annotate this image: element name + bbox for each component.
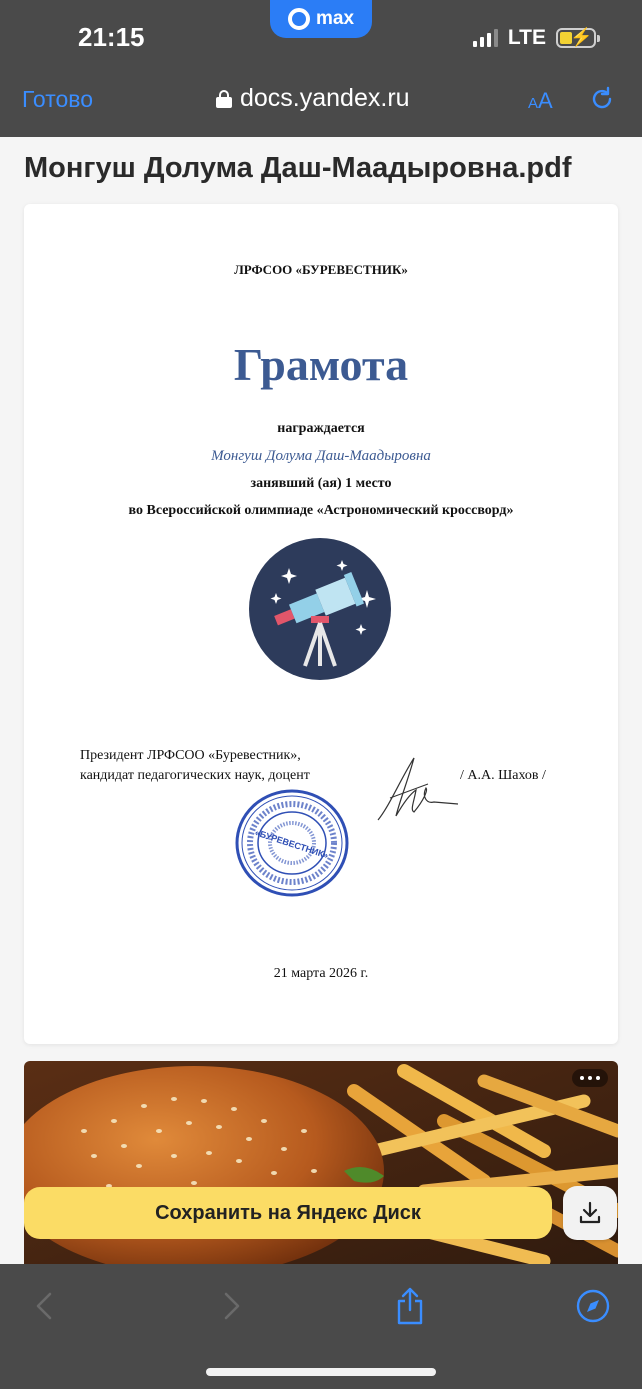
telescope-icon	[249, 538, 391, 680]
recipient-name: Монгуш Долума Даш-Маадыровна	[211, 448, 431, 464]
document-page[interactable]	[24, 204, 618, 1044]
signer-name: / А.А. Шахов /	[460, 768, 546, 783]
download-icon	[577, 1200, 603, 1226]
status-time: 21:15	[78, 22, 145, 52]
certificate-heading: Грамота	[233, 339, 409, 390]
browser-toolbar	[0, 1264, 642, 1389]
ad-more-options-icon[interactable]	[572, 1069, 608, 1087]
download-button[interactable]	[563, 1186, 617, 1240]
max-app-label: max	[315, 8, 355, 29]
home-indicator	[206, 1368, 436, 1376]
max-app-pill[interactable]	[270, 0, 372, 38]
signal-icon	[473, 29, 498, 47]
burger-fries-image	[24, 1061, 618, 1281]
status-indicators	[473, 26, 596, 50]
signatory-title: Президент ЛРФСОО «Буревестник», кандидат педагогических наук, доцент	[80, 748, 310, 783]
network-label: LTE	[507, 26, 546, 49]
browser-header	[0, 0, 642, 137]
share-icon[interactable]	[394, 1286, 426, 1326]
stamp-seal-icon	[234, 788, 350, 898]
signature-icon	[370, 750, 460, 830]
text-size-button[interactable]: AA	[528, 88, 553, 113]
svg-text:«БУРЕВЕСТНИК»: «БУРЕВЕСТНИК»	[253, 827, 330, 861]
advertisement-banner[interactable]	[24, 1061, 618, 1281]
compass-icon[interactable]	[575, 1288, 611, 1324]
url-text: docs.yandex.ru	[240, 84, 410, 112]
lock-icon	[216, 90, 232, 108]
forward-arrow-icon[interactable]	[216, 1290, 246, 1322]
reload-icon[interactable]	[589, 86, 615, 112]
done-button[interactable]: Готово	[22, 86, 94, 112]
url-bar[interactable]	[216, 84, 410, 113]
awarded-label: награждается	[277, 421, 365, 436]
save-to-yandex-disk-button[interactable]: Сохранить на Яндекс Диск	[24, 1187, 552, 1239]
file-title: Монгуш Долума Даш-Маадыровна.pdf	[24, 152, 572, 184]
olympiad-text: во Всероссийской олимпиаде «Астрономический кроссворд»	[128, 503, 514, 518]
certificate-date: 21 марта 2026 г.	[273, 966, 369, 981]
battery-charging-icon: ⚡	[556, 28, 596, 48]
max-logo-icon	[288, 8, 310, 30]
organization-name: ЛРФСОО «БУРЕВЕСТНИК»	[234, 262, 408, 277]
place-text: занявший (ая) 1 место	[250, 476, 392, 491]
back-arrow-icon[interactable]	[30, 1290, 60, 1322]
